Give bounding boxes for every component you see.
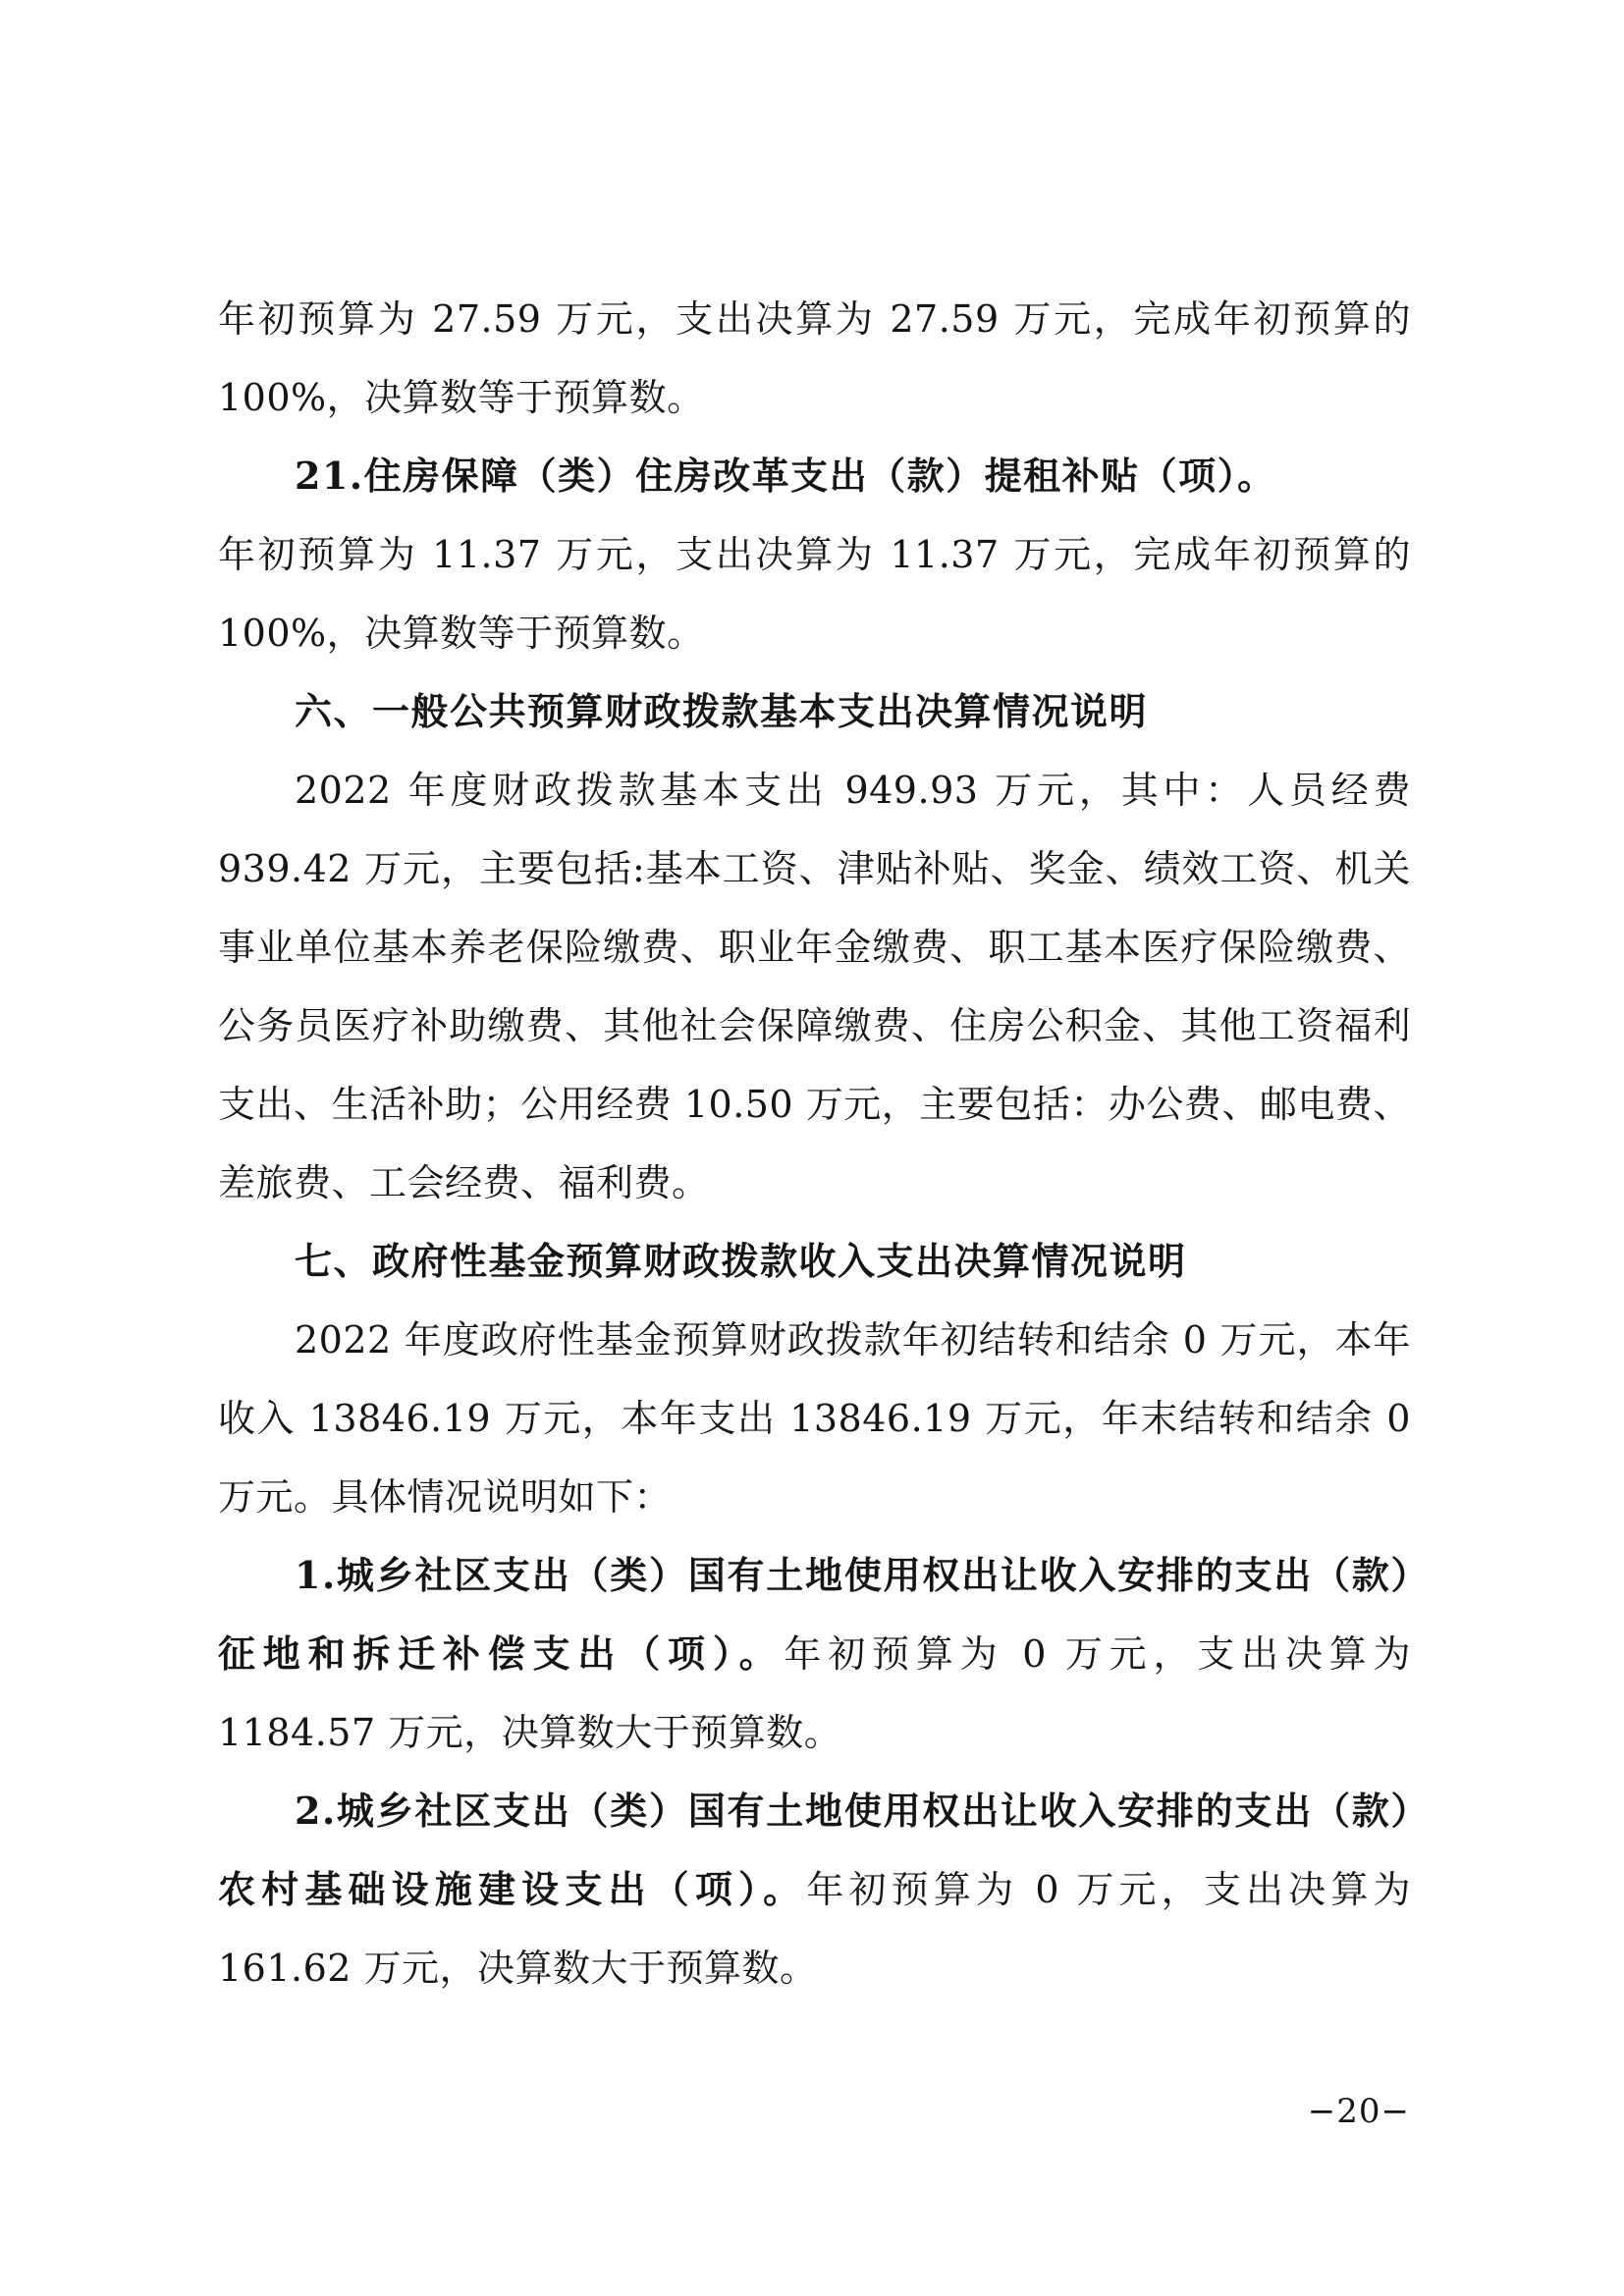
section-7-body: 2022 年度政府性基金预算财政拨款年初结转和结余 0 万元，本年收入 13846.19 万元，本年支出 13846.19 万元，年末结转和结余 0 万元。具体情况说明如下： (218, 1318, 1411, 1519)
page-number: −20− (1307, 2092, 1410, 2131)
section-7-heading: 七、政府性基金预算财政拨款收入支出决算情况说明 (295, 1239, 1187, 1283)
section-6-heading: 六、一般公共预算财政拨款基本支出决算情况说明 (295, 689, 1149, 733)
item-2-body: 年初预算为 0 万元，支出决算为 161.62 万元，决算数大于预算数。 (218, 1868, 1411, 1990)
section-6-body: 2022 年度财政拨款基本支出 949.93 万元，其中：人员经费 939.42 万元，主要包括:基本工资、津贴补贴、奖金、绩效工资、机关事业单位基本养老保险缴费、职业年金缴费、职工基本医疗保险缴费、公务员医疗补助缴费、其他社会保障缴费、住房公积金、其他工资福利支出、生活补助；公用经费 10.50 万元，主要包括：办公费、邮电费、差旅费、工会经费、福利费。 (218, 769, 1411, 1204)
paragraph-continued: 年初预算为 27.59 万元，支出决算为 27.59 万元，完成年初预算的 100%，决算数等于预算数。 (218, 297, 1411, 419)
page-body (218, 280, 1411, 2007)
item-1-body: 年初预算为 0 万元，支出决算为 1184.57 万元，决算数大于预算数。 (218, 1632, 1411, 1754)
item-2-paragraph (218, 1772, 1411, 2007)
item-21-body: 年初预算为 11.37 万元，支出决算为 11.37 万元，完成年初预算的 100%，决算数等于预算数。 (218, 533, 1411, 655)
item-2-heading: 2.城乡社区支出（类）国有土地使用权出让收入安排的支出（款）农村基础设施建设支出（项）。 (218, 1789, 1411, 1911)
item-21-heading: 21.住房保障（类）住房改革支出（款）提租补贴（项）。 (295, 454, 1276, 498)
item-1-heading: 1.城乡社区支出（类）国有土地使用权出让收入安排的支出（款）征地和拆迁补偿支出（项）。 (218, 1553, 1411, 1676)
item-1-paragraph (218, 1536, 1411, 1772)
